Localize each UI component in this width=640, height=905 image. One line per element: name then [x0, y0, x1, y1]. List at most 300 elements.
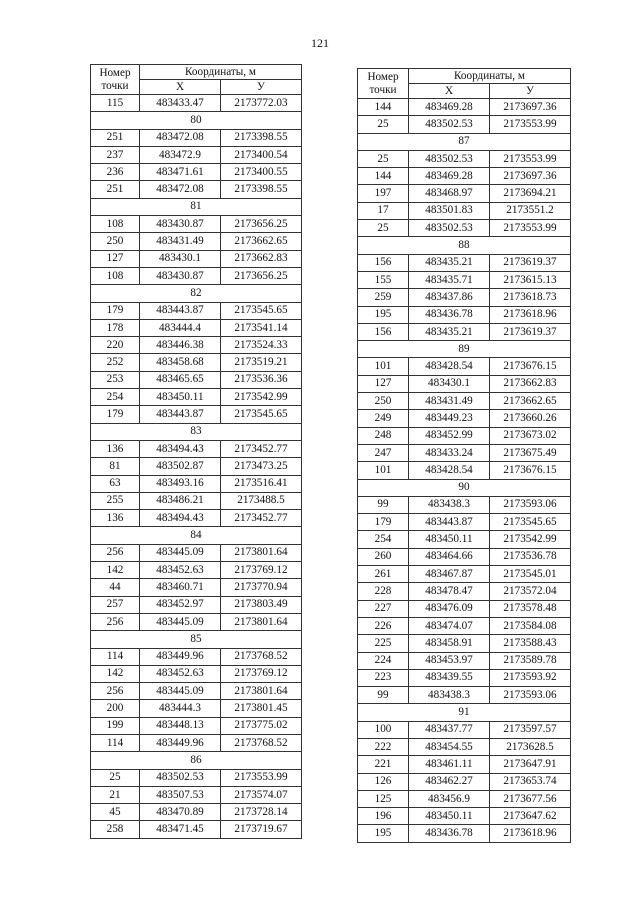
- table-row: [358, 271, 571, 288]
- group-label: 88: [358, 237, 571, 254]
- y-coordinate-cell: 2173400.55: [221, 164, 302, 181]
- point-number-cell: 25: [358, 220, 409, 237]
- group-row: [358, 237, 571, 254]
- x-coordinate-cell: 483494.43: [140, 440, 221, 457]
- table-row: [91, 683, 302, 700]
- y-coordinate-cell: 2173694.21: [490, 185, 571, 202]
- table-row: [358, 600, 571, 617]
- x-coordinate-cell: 483428.54: [409, 462, 490, 479]
- y-coordinate-cell: 2173801.45: [221, 700, 302, 717]
- group-row: [91, 423, 302, 440]
- point-number-cell: 247: [358, 444, 409, 461]
- table-row: [358, 254, 571, 271]
- point-number-cell: 226: [358, 617, 409, 634]
- group-label: 82: [91, 285, 302, 302]
- x-coordinate-cell: 483438.3: [409, 496, 490, 513]
- table-row: [91, 544, 302, 561]
- x-coordinate-cell: 483443.87: [409, 514, 490, 531]
- point-number-cell: 228: [358, 583, 409, 600]
- group-row: [91, 631, 302, 648]
- header-y: У: [490, 84, 571, 99]
- point-number-cell: 221: [358, 756, 409, 773]
- table-row: [91, 579, 302, 596]
- x-coordinate-cell: 483462.27: [409, 773, 490, 790]
- x-coordinate-cell: 483430.1: [409, 375, 490, 392]
- point-number-cell: 256: [91, 683, 140, 700]
- table-row: [358, 496, 571, 513]
- table-row: [358, 116, 571, 133]
- point-number-cell: 127: [358, 375, 409, 392]
- table-row: [91, 146, 302, 163]
- point-number-cell: 100: [358, 721, 409, 738]
- point-number-cell: 222: [358, 738, 409, 755]
- point-number-cell: 254: [358, 531, 409, 548]
- x-coordinate-cell: 483502.53: [409, 116, 490, 133]
- y-coordinate-cell: 2173662.65: [221, 233, 302, 250]
- y-coordinate-cell: 2173553.99: [490, 220, 571, 237]
- table-row: [358, 514, 571, 531]
- table-row: [358, 548, 571, 565]
- table-row: [358, 202, 571, 219]
- y-coordinate-cell: 2173589.78: [490, 652, 571, 669]
- point-number-cell: 256: [91, 544, 140, 561]
- point-number-cell: 136: [91, 510, 140, 527]
- point-number-cell: 259: [358, 289, 409, 306]
- point-number-cell: 99: [358, 687, 409, 704]
- table-row: [358, 462, 571, 479]
- page-number: 121: [311, 36, 329, 50]
- x-coordinate-cell: 483428.54: [409, 358, 490, 375]
- point-number-cell: 142: [91, 665, 140, 682]
- point-number-cell: 224: [358, 652, 409, 669]
- x-coordinate-cell: 483456.9: [409, 790, 490, 807]
- x-coordinate-cell: 483452.99: [409, 427, 490, 444]
- x-coordinate-cell: 483472.9: [140, 146, 221, 163]
- x-coordinate-cell: 483444.4: [140, 319, 221, 336]
- x-coordinate-cell: 483454.55: [409, 738, 490, 755]
- table-row: [358, 531, 571, 548]
- x-coordinate-cell: 483502.53: [140, 769, 221, 786]
- table-row: [91, 181, 302, 198]
- y-coordinate-cell: 2173545.65: [221, 302, 302, 319]
- point-number-cell: 25: [358, 116, 409, 133]
- y-coordinate-cell: 2173542.99: [490, 531, 571, 548]
- y-coordinate-cell: 2173593.92: [490, 669, 571, 686]
- table-row: [358, 185, 571, 202]
- group-label: 86: [91, 752, 302, 769]
- point-number-cell: 225: [358, 635, 409, 652]
- y-coordinate-cell: 2173452.77: [221, 440, 302, 457]
- y-coordinate-cell: 2173775.02: [221, 717, 302, 734]
- group-row: [358, 479, 571, 496]
- x-coordinate-cell: 483502.53: [409, 150, 490, 167]
- coordinates-table-left: [90, 64, 302, 839]
- table-row: [91, 562, 302, 579]
- point-number-cell: 199: [91, 717, 140, 734]
- y-coordinate-cell: 2173619.37: [490, 323, 571, 340]
- group-row: [91, 285, 302, 302]
- y-coordinate-cell: 2173768.52: [221, 648, 302, 665]
- y-coordinate-cell: 2173675.49: [490, 444, 571, 461]
- header-coordinates: Координаты, м: [409, 69, 571, 84]
- point-number-cell: 258: [91, 821, 140, 838]
- table-row: [91, 492, 302, 509]
- table-row: [358, 756, 571, 773]
- header-point-number-line2: точки: [101, 79, 129, 92]
- x-coordinate-cell: 483453.97: [409, 652, 490, 669]
- point-number-cell: 144: [358, 168, 409, 185]
- point-number-cell: 236: [91, 164, 140, 181]
- x-coordinate-cell: 483461.11: [409, 756, 490, 773]
- header-coordinates: Координаты, м: [140, 65, 302, 80]
- table-row: [358, 99, 571, 116]
- point-number-cell: 253: [91, 371, 140, 388]
- point-number-cell: 126: [358, 773, 409, 790]
- table-body-left: [91, 95, 302, 839]
- x-coordinate-cell: 483458.68: [140, 354, 221, 371]
- point-number-cell: 127: [91, 250, 140, 267]
- table-row: [91, 216, 302, 233]
- y-coordinate-cell: 2173647.62: [490, 808, 571, 825]
- point-number-cell: 178: [91, 319, 140, 336]
- y-coordinate-cell: 2173516.41: [221, 475, 302, 492]
- x-coordinate-cell: 483430.87: [140, 267, 221, 284]
- point-number-cell: 99: [358, 496, 409, 513]
- table-row: [91, 337, 302, 354]
- y-coordinate-cell: 2173769.12: [221, 562, 302, 579]
- x-coordinate-cell: 483469.28: [409, 168, 490, 185]
- table-row: [91, 371, 302, 388]
- x-coordinate-cell: 483446.38: [140, 337, 221, 354]
- y-coordinate-cell: 2173768.52: [221, 734, 302, 751]
- coordinates-table-right: [357, 68, 571, 843]
- point-number-cell: 252: [91, 354, 140, 371]
- table-row: [358, 773, 571, 790]
- y-coordinate-cell: 2173803.49: [221, 596, 302, 613]
- y-coordinate-cell: 2173618.96: [490, 825, 571, 842]
- table-row: [91, 648, 302, 665]
- x-coordinate-cell: 483435.71: [409, 271, 490, 288]
- table-row: [358, 393, 571, 410]
- y-coordinate-cell: 2173578.48: [490, 600, 571, 617]
- table-row: [358, 427, 571, 444]
- y-coordinate-cell: 2173473.25: [221, 458, 302, 475]
- x-coordinate-cell: 483438.3: [409, 687, 490, 704]
- y-coordinate-cell: 2173770.94: [221, 579, 302, 596]
- x-coordinate-cell: 483431.49: [409, 393, 490, 410]
- header-point-number: [358, 69, 409, 99]
- point-number-cell: 63: [91, 475, 140, 492]
- x-coordinate-cell: 483437.77: [409, 721, 490, 738]
- table-row: [358, 738, 571, 755]
- x-coordinate-cell: 483464.66: [409, 548, 490, 565]
- group-label: 80: [91, 112, 302, 129]
- x-coordinate-cell: 483458.91: [409, 635, 490, 652]
- point-number-cell: 254: [91, 389, 140, 406]
- table-row: [358, 410, 571, 427]
- y-coordinate-cell: 2173574.07: [221, 786, 302, 803]
- y-coordinate-cell: 2173542.99: [221, 389, 302, 406]
- table-row: [358, 687, 571, 704]
- y-coordinate-cell: 2173697.36: [490, 99, 571, 116]
- x-coordinate-cell: 483493.16: [140, 475, 221, 492]
- point-number-cell: 220: [91, 337, 140, 354]
- x-coordinate-cell: 483443.87: [140, 406, 221, 423]
- group-row: [358, 704, 571, 721]
- y-coordinate-cell: 2173541.14: [221, 319, 302, 336]
- table-row: [358, 635, 571, 652]
- y-coordinate-cell: 2173519.21: [221, 354, 302, 371]
- point-number-cell: 136: [91, 440, 140, 457]
- y-coordinate-cell: 2173553.99: [490, 150, 571, 167]
- table-row: [91, 267, 302, 284]
- y-coordinate-cell: 2173553.99: [490, 116, 571, 133]
- y-coordinate-cell: 2173593.06: [490, 496, 571, 513]
- y-coordinate-cell: 2173662.65: [490, 393, 571, 410]
- table-row: [91, 804, 302, 821]
- group-label: 85: [91, 631, 302, 648]
- point-number-cell: 156: [358, 323, 409, 340]
- point-number-cell: 195: [358, 825, 409, 842]
- table-row: [91, 475, 302, 492]
- table-row: [91, 596, 302, 613]
- point-number-cell: 125: [358, 790, 409, 807]
- y-coordinate-cell: 2173653.74: [490, 773, 571, 790]
- x-coordinate-cell: 483445.09: [140, 683, 221, 700]
- y-coordinate-cell: 2173618.96: [490, 306, 571, 323]
- table-row: [91, 129, 302, 146]
- x-coordinate-cell: 483435.21: [409, 323, 490, 340]
- point-number-cell: 227: [358, 600, 409, 617]
- x-coordinate-cell: 483452.63: [140, 665, 221, 682]
- x-coordinate-cell: 483478.47: [409, 583, 490, 600]
- table-row: [91, 700, 302, 717]
- table-row: [358, 306, 571, 323]
- table-row: [358, 808, 571, 825]
- table-row: [358, 790, 571, 807]
- group-label: 90: [358, 479, 571, 496]
- y-coordinate-cell: 2173656.25: [221, 267, 302, 284]
- x-coordinate-cell: 483433.47: [140, 95, 221, 112]
- y-coordinate-cell: 2173400.54: [221, 146, 302, 163]
- group-label: 87: [358, 133, 571, 150]
- group-row: [91, 752, 302, 769]
- table-row: [91, 769, 302, 786]
- x-coordinate-cell: 483431.49: [140, 233, 221, 250]
- table-row: [358, 669, 571, 686]
- header-y: У: [221, 80, 302, 95]
- table-row: [358, 721, 571, 738]
- y-coordinate-cell: 2173647.91: [490, 756, 571, 773]
- x-coordinate-cell: 483436.78: [409, 825, 490, 842]
- table-row: [91, 302, 302, 319]
- x-coordinate-cell: 483443.87: [140, 302, 221, 319]
- y-coordinate-cell: 2173545.65: [490, 514, 571, 531]
- point-number-cell: 261: [358, 566, 409, 583]
- x-coordinate-cell: 483501.83: [409, 202, 490, 219]
- table-row: [91, 613, 302, 630]
- table-row: [91, 440, 302, 457]
- group-row: [358, 341, 571, 358]
- x-coordinate-cell: 483437.86: [409, 289, 490, 306]
- y-coordinate-cell: 2173676.15: [490, 462, 571, 479]
- table-row: [91, 95, 302, 112]
- y-coordinate-cell: 2173801.64: [221, 544, 302, 561]
- table-row: [91, 164, 302, 181]
- y-coordinate-cell: 2173677.56: [490, 790, 571, 807]
- x-coordinate-cell: 483460.71: [140, 579, 221, 596]
- x-coordinate-cell: 483449.23: [409, 410, 490, 427]
- table-row: [91, 665, 302, 682]
- y-coordinate-cell: 2173593.06: [490, 687, 571, 704]
- table-row: [91, 510, 302, 527]
- group-row: [91, 527, 302, 544]
- header-point-number-line1: Номер: [99, 66, 131, 79]
- point-number-cell: 108: [91, 216, 140, 233]
- x-coordinate-cell: 483448.13: [140, 717, 221, 734]
- y-coordinate-cell: 2173656.25: [221, 216, 302, 233]
- point-number-cell: 200: [91, 700, 140, 717]
- point-number-cell: 144: [358, 99, 409, 116]
- group-label: 84: [91, 527, 302, 544]
- table-row: [91, 319, 302, 336]
- group-label: 83: [91, 423, 302, 440]
- x-coordinate-cell: 483471.61: [140, 164, 221, 181]
- table-row: [91, 458, 302, 475]
- point-number-cell: 142: [91, 562, 140, 579]
- x-coordinate-cell: 483465.65: [140, 371, 221, 388]
- x-coordinate-cell: 483430.87: [140, 216, 221, 233]
- y-coordinate-cell: 2173398.55: [221, 129, 302, 146]
- point-number-cell: 197: [358, 185, 409, 202]
- point-number-cell: 25: [358, 150, 409, 167]
- y-coordinate-cell: 2173662.83: [490, 375, 571, 392]
- table-row: [358, 825, 571, 842]
- x-coordinate-cell: 483469.28: [409, 99, 490, 116]
- x-coordinate-cell: 483436.78: [409, 306, 490, 323]
- x-coordinate-cell: 483467.87: [409, 566, 490, 583]
- point-number-cell: 101: [358, 358, 409, 375]
- x-coordinate-cell: 483486.21: [140, 492, 221, 509]
- x-coordinate-cell: 483450.11: [409, 808, 490, 825]
- table-row: [91, 406, 302, 423]
- y-coordinate-cell: 2173524.33: [221, 337, 302, 354]
- table-row: [358, 168, 571, 185]
- x-coordinate-cell: 483444.3: [140, 700, 221, 717]
- group-label: 89: [358, 341, 571, 358]
- x-coordinate-cell: 483450.11: [140, 389, 221, 406]
- group-label: 81: [91, 198, 302, 215]
- y-coordinate-cell: 2173597.57: [490, 721, 571, 738]
- y-coordinate-cell: 2173618.73: [490, 289, 571, 306]
- table-row: [358, 220, 571, 237]
- point-number-cell: 108: [91, 267, 140, 284]
- x-coordinate-cell: 483452.63: [140, 562, 221, 579]
- y-coordinate-cell: 2173676.15: [490, 358, 571, 375]
- table-row: [358, 323, 571, 340]
- y-coordinate-cell: 2173545.65: [221, 406, 302, 423]
- point-number-cell: 155: [358, 271, 409, 288]
- x-coordinate-cell: 483470.89: [140, 804, 221, 821]
- point-number-cell: 179: [91, 406, 140, 423]
- group-row: [91, 198, 302, 215]
- y-coordinate-cell: 2173572.04: [490, 583, 571, 600]
- point-number-cell: 250: [358, 393, 409, 410]
- x-coordinate-cell: 483471.45: [140, 821, 221, 838]
- y-coordinate-cell: 2173662.83: [221, 250, 302, 267]
- table-row: [91, 250, 302, 267]
- x-coordinate-cell: 483449.96: [140, 648, 221, 665]
- table-row: [91, 717, 302, 734]
- y-coordinate-cell: 2173488.5: [221, 492, 302, 509]
- table-row: [358, 150, 571, 167]
- y-coordinate-cell: 2173553.99: [221, 769, 302, 786]
- y-coordinate-cell: 2173772.03: [221, 95, 302, 112]
- y-coordinate-cell: 2173545.01: [490, 566, 571, 583]
- y-coordinate-cell: 2173697.36: [490, 168, 571, 185]
- point-number-cell: 156: [358, 254, 409, 271]
- group-label: 91: [358, 704, 571, 721]
- x-coordinate-cell: 483435.21: [409, 254, 490, 271]
- x-coordinate-cell: 483430.1: [140, 250, 221, 267]
- point-number-cell: 115: [91, 95, 140, 112]
- table-row: [91, 786, 302, 803]
- table-body-right: [358, 99, 571, 843]
- x-coordinate-cell: 483476.09: [409, 600, 490, 617]
- point-number-cell: 250: [91, 233, 140, 250]
- x-coordinate-cell: 483433.24: [409, 444, 490, 461]
- point-number-cell: 101: [358, 462, 409, 479]
- x-coordinate-cell: 483445.09: [140, 613, 221, 630]
- point-number-cell: 25: [91, 769, 140, 786]
- point-number-cell: 260: [358, 548, 409, 565]
- table-row: [91, 389, 302, 406]
- table-row: [358, 652, 571, 669]
- point-number-cell: 237: [91, 146, 140, 163]
- y-coordinate-cell: 2173728.14: [221, 804, 302, 821]
- table-row: [91, 354, 302, 371]
- x-coordinate-cell: 483502.87: [140, 458, 221, 475]
- table-row: [358, 358, 571, 375]
- point-number-cell: 255: [91, 492, 140, 509]
- header-point-number: [91, 65, 140, 95]
- y-coordinate-cell: 2173536.36: [221, 371, 302, 388]
- x-coordinate-cell: 483474.07: [409, 617, 490, 634]
- y-coordinate-cell: 2173615.13: [490, 271, 571, 288]
- point-number-cell: 114: [91, 648, 140, 665]
- x-coordinate-cell: 483445.09: [140, 544, 221, 561]
- y-coordinate-cell: 2173801.64: [221, 683, 302, 700]
- table-row: [91, 233, 302, 250]
- table-row: [358, 289, 571, 306]
- y-coordinate-cell: 2173536.78: [490, 548, 571, 565]
- point-number-cell: 257: [91, 596, 140, 613]
- table-row: [358, 444, 571, 461]
- y-coordinate-cell: 2173398.55: [221, 181, 302, 198]
- group-row: [358, 133, 571, 150]
- table-row: [91, 821, 302, 838]
- table-row: [358, 375, 571, 392]
- table-row: [358, 617, 571, 634]
- y-coordinate-cell: 2173588.43: [490, 635, 571, 652]
- point-number-cell: 223: [358, 669, 409, 686]
- x-coordinate-cell: 483449.96: [140, 734, 221, 751]
- header-point-number-line1: Номер: [367, 70, 399, 83]
- point-number-cell: 21: [91, 786, 140, 803]
- table-row: [91, 734, 302, 751]
- point-number-cell: 179: [91, 302, 140, 319]
- table-row: [358, 583, 571, 600]
